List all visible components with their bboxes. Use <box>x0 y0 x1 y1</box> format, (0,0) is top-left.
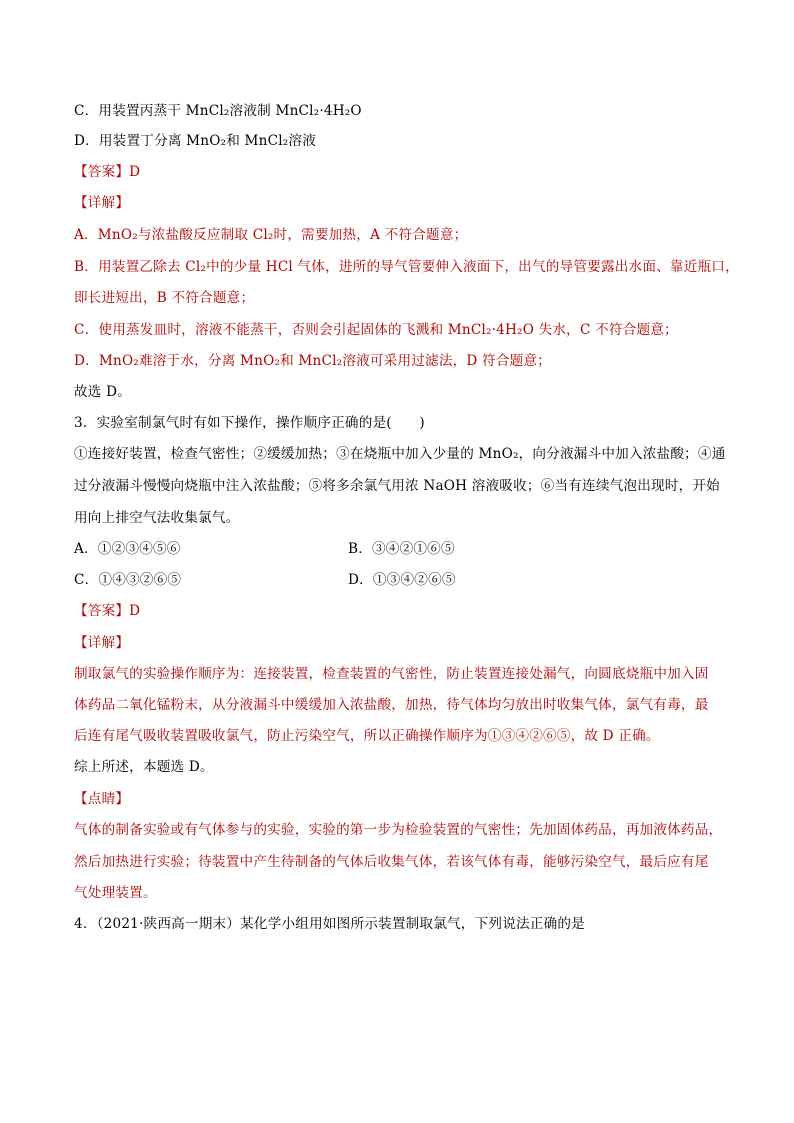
prev-detail-line: 即长进短出，B 不符合题意； <box>74 290 255 306</box>
q3-detail-line: 体药品二氧化锰粉末，从分液漏斗中缓缓加入浓盐酸，加热，待气体均匀放出时收集气体，氯气有毒，最 <box>74 697 709 713</box>
question-3-answer: 【答案】D <box>74 603 141 619</box>
q3-summary-line: 综上所述，本题选 D。 <box>74 759 214 775</box>
question-3-option-row <box>348 539 455 559</box>
prev-detail-line: B．用装置乙除去 Cl₂中的少量 HCl 气体，进所的导气管要伸入液面下，出气的导管要露出水面、靠近瓶口， <box>74 259 739 275</box>
q3-tip-line: 然后加热进行实验；待装置中产生待制备的气体后收集气体，若该气体有毒，能够污染空气，最后应有尾 <box>74 854 709 870</box>
question-3-detail-heading: 【详解】 <box>74 635 130 651</box>
option-d: D．①③④②⑥⑤ <box>348 572 456 588</box>
prev-question-detail-heading: 【详解】 <box>74 195 130 211</box>
prev-detail-line: C．使用蒸发皿时，溶液不能蒸干，否则会引起固体的飞溅和 MnCl₂·4H₂O 失水，C 不符合题意； <box>74 322 678 338</box>
question-3-body-line: ①连接好装置，检查气密性；②缓缓加热；③在烧瓶中加入少量的 MnO₂，向分液漏斗中加入浓盐酸；④通 <box>74 446 726 462</box>
question-3-option-row <box>348 570 456 590</box>
prev-detail-line: A．MnO₂与浓盐酸反应制取 Cl₂时，需要加热，A 不符合题意； <box>74 227 468 243</box>
prev-question-option-d: D．用装置丁分离 MnO₂和 MnCl₂溶液 <box>74 133 317 149</box>
question-3-body-line: 过分液漏斗慢慢向烧瓶中注入浓盐酸；⑤将多余氯气用浓 NaOH 溶液吸收；⑥当有连续气泡出现时，开始 <box>74 478 720 494</box>
question-3-option-row <box>74 539 181 559</box>
question-4-stem: 4．（2021·陕西高一期末）某化学小组用如图所示装置制取氯气，下列说法正确的是 <box>74 916 585 932</box>
prev-question-answer: 【答案】D <box>74 164 141 180</box>
q3-detail-line: 后连有尾气吸收装置吸收氯气，防止污染空气，所以正确操作顺序为①③④②⑥⑤，故 D 正确。 <box>74 728 660 744</box>
q3-detail-line: 制取氯气的实验操作顺序为：连接装置，检查装置的气密性，防止装置连接处漏气，向圆底烧瓶中加入固 <box>74 666 709 682</box>
q3-tip-line: 气体的制备实验或有气体参与的实验，实验的第一步为检验装置的气密性；先加固体药品，再加液体药品， <box>74 822 723 838</box>
option-b: B．③④②①⑥⑤ <box>348 541 455 557</box>
prev-question-option-c: C．用装置丙蒸干 MnCl₂溶液制 MnCl₂·4H₂O <box>74 103 362 119</box>
option-c: C．①④③②⑥⑤ <box>74 572 182 588</box>
prev-detail-line: D．MnO₂难溶于水，分离 MnO₂和 MnCl₂溶液可采用过滤法，D 符合题意； <box>74 353 552 369</box>
prev-question-conclusion: 故选 D。 <box>74 384 132 400</box>
question-3-stem: 3．实验室制氯气时有如下操作，操作顺序正确的是( ) <box>74 415 425 431</box>
question-3-option-row <box>74 570 181 590</box>
question-3-body-line: 用向上排空气法收集氯气。 <box>74 510 240 526</box>
q3-tip-line: 气处理装置。 <box>74 885 157 901</box>
question-3-tip-heading: 【点睛】 <box>74 791 130 807</box>
option-a: A．①②③④⑤⑥ <box>74 541 181 557</box>
